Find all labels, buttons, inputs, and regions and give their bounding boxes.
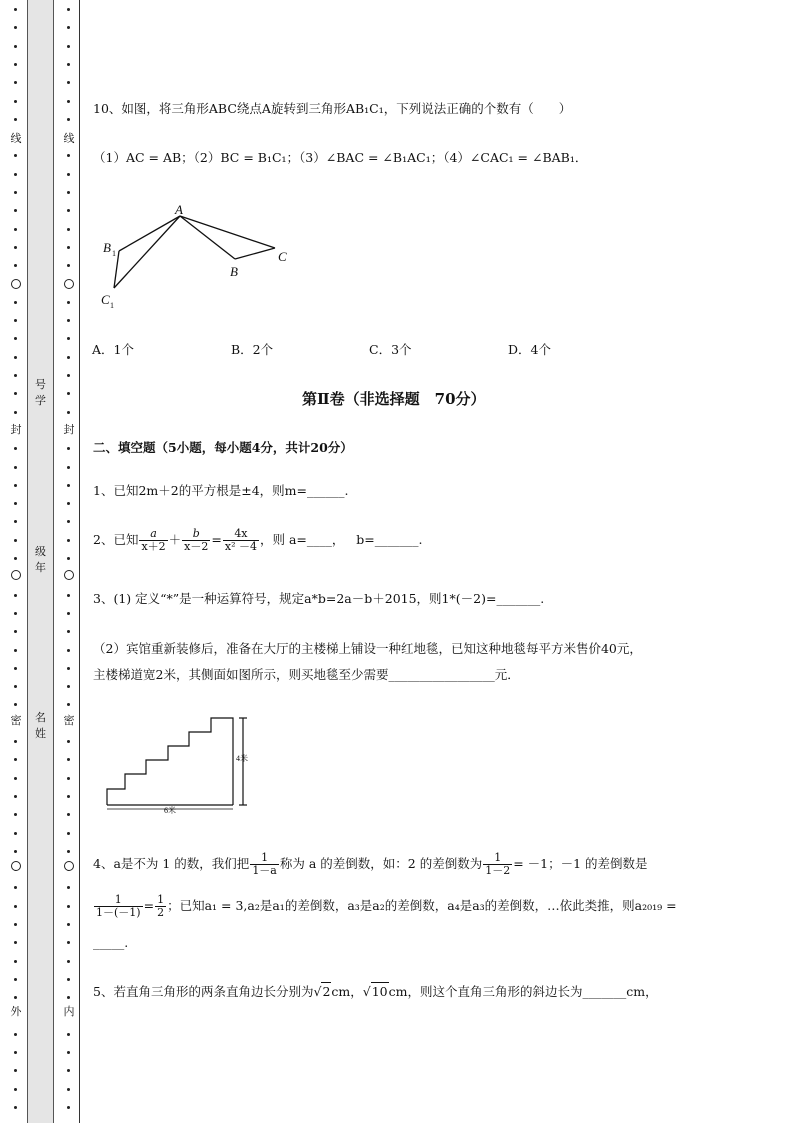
binding-dot bbox=[14, 319, 17, 322]
label-b1: B bbox=[103, 240, 111, 255]
outer-dotted-line bbox=[10, 0, 22, 1123]
outer-mark-wai: 外 bbox=[10, 1005, 22, 1018]
binding-dot bbox=[67, 228, 70, 231]
binding-dot bbox=[67, 154, 70, 157]
binding-dot bbox=[67, 539, 70, 542]
binding-dot bbox=[67, 301, 70, 304]
binding-dot bbox=[67, 81, 70, 84]
binding-dot bbox=[14, 960, 17, 963]
inner-mark-xian: 线 bbox=[63, 132, 75, 145]
q4-text-1: a是不为 1 的数，我们把 bbox=[113, 856, 250, 871]
binding-dot bbox=[67, 209, 70, 212]
binding-dot bbox=[14, 777, 17, 780]
binding-dot bbox=[67, 1069, 70, 1072]
part2-title: 第Ⅱ卷（非选择题 70分） bbox=[302, 390, 486, 408]
binding-dot bbox=[67, 337, 70, 340]
binding-dot bbox=[14, 374, 17, 377]
binding-dot bbox=[14, 886, 17, 889]
binding-dot bbox=[14, 26, 17, 29]
outer-circle bbox=[11, 570, 21, 580]
binding-dot bbox=[67, 484, 70, 487]
q3-staircase-figure bbox=[100, 710, 265, 815]
binding-dot bbox=[14, 795, 17, 798]
binding-dot bbox=[14, 191, 17, 194]
edge-ac bbox=[180, 216, 275, 248]
binding-dot bbox=[67, 26, 70, 29]
binding-dot bbox=[67, 996, 70, 999]
inner-mark-mi: 密 bbox=[63, 714, 75, 727]
q4-number: 4、 bbox=[93, 856, 114, 871]
inner-circle bbox=[64, 279, 74, 289]
label-c1-sub: 1 bbox=[110, 301, 114, 310]
binding-dot bbox=[67, 850, 70, 853]
binding-dot bbox=[67, 923, 70, 926]
q10-triangle-figure bbox=[95, 195, 305, 315]
binding-dot bbox=[14, 1088, 17, 1091]
binding-dot bbox=[67, 374, 70, 377]
binding-dot bbox=[14, 392, 17, 395]
edge-ab bbox=[180, 216, 235, 259]
q5 bbox=[93, 982, 658, 1001]
binding-dot bbox=[14, 996, 17, 999]
binding-dot bbox=[67, 8, 70, 11]
binding-dot bbox=[67, 594, 70, 597]
binding-dot bbox=[14, 100, 17, 103]
student-number-label: 号学 bbox=[35, 378, 46, 407]
binding-dot bbox=[14, 81, 17, 84]
q5-pre: 5、若直角三角形的两条直角边长分别为 bbox=[93, 984, 314, 999]
binding-dot bbox=[67, 246, 70, 249]
binding-dot bbox=[14, 1069, 17, 1072]
q4-line2 bbox=[93, 890, 677, 922]
binding-dot bbox=[14, 539, 17, 542]
binding-dot bbox=[14, 978, 17, 981]
fill-blank-section-heading: 二、填空题（5小题，每小题4分，共计20分） bbox=[93, 440, 353, 455]
q4-fraction-3: $\frac{1}{1-(-1)}$ bbox=[96, 893, 141, 919]
q2-post-a: ，则 a=____， bbox=[259, 532, 345, 547]
edge-ab1 bbox=[119, 216, 180, 251]
inner-circle bbox=[64, 570, 74, 580]
outer-circle bbox=[11, 279, 21, 289]
label-b1-sub: 1 bbox=[112, 249, 116, 258]
binding-dot bbox=[14, 557, 17, 560]
outer-circle bbox=[11, 861, 21, 871]
label-b: B bbox=[230, 264, 238, 279]
q2-pre: 2、已知 bbox=[93, 532, 139, 547]
binding-dot bbox=[67, 777, 70, 780]
q3-part2-line1: （2）宾馆重新装修后，准备在大厅的主楼梯上铺设一种红地毯，已知这种地毯每平方米售价40元， bbox=[93, 641, 642, 656]
binding-dot bbox=[67, 978, 70, 981]
binding-dot bbox=[14, 63, 17, 66]
binding-dot bbox=[67, 356, 70, 359]
binding-dot bbox=[14, 1106, 17, 1109]
binding-dot bbox=[14, 905, 17, 908]
binding-dot bbox=[67, 649, 70, 652]
binding-dot bbox=[14, 356, 17, 359]
binding-dot bbox=[67, 685, 70, 688]
binding-dot bbox=[14, 118, 17, 121]
q1 bbox=[93, 482, 348, 500]
inner-mark-nei: 内 bbox=[63, 1005, 75, 1018]
q2-plus: ＋ bbox=[168, 532, 182, 547]
binding-dot bbox=[14, 1033, 17, 1036]
q10-statements: （1）AC = AB；（2）BC = B₁C₁；（3）∠BAC = ∠B₁AC₁；（4）∠CAC₁ = ∠BAB₁． bbox=[93, 150, 588, 165]
binding-dot bbox=[14, 8, 17, 11]
q2-fraction-3: $\frac{4x}{\text{x² －4}}$ bbox=[224, 527, 257, 553]
binding-dot bbox=[67, 1106, 70, 1109]
binding-dot bbox=[14, 594, 17, 597]
binding-dot bbox=[67, 1033, 70, 1036]
binding-dot bbox=[14, 502, 17, 505]
q1-expr: 2m＋2 bbox=[138, 483, 179, 498]
q4-fraction-2: $\frac{1}{1-2}$ bbox=[485, 851, 511, 877]
outer-mark-xian: 线 bbox=[10, 132, 22, 145]
binding-dot bbox=[14, 520, 17, 523]
binding-dot bbox=[14, 264, 17, 267]
binding-dot bbox=[14, 228, 17, 231]
binding-dot bbox=[14, 740, 17, 743]
binding-dot bbox=[67, 667, 70, 670]
inner-circle bbox=[64, 861, 74, 871]
binding-dot bbox=[14, 649, 17, 652]
binding-dot bbox=[67, 941, 70, 944]
binding-dot bbox=[67, 960, 70, 963]
binding-dot bbox=[67, 795, 70, 798]
binding-dot bbox=[67, 1051, 70, 1054]
q1-pre: 1、已知 bbox=[93, 483, 139, 498]
binding-dot bbox=[67, 630, 70, 633]
binding-dot bbox=[67, 905, 70, 908]
binding-dot bbox=[14, 923, 17, 926]
q2-equals: = bbox=[211, 532, 222, 547]
binding-dot bbox=[14, 301, 17, 304]
q4-text-3: = －1；－1 的差倒数是 bbox=[513, 856, 648, 871]
binding-dot bbox=[14, 154, 17, 157]
q10-option-a: A．1个 bbox=[92, 342, 134, 357]
binding-dot bbox=[67, 392, 70, 395]
binding-dot bbox=[14, 832, 17, 835]
binding-dot bbox=[67, 319, 70, 322]
inner-mark-feng: 封 bbox=[63, 423, 75, 436]
binding-dot bbox=[14, 209, 17, 212]
binding-dot bbox=[67, 447, 70, 450]
q4-fraction-4: $\frac{1}{2}$ bbox=[157, 893, 165, 919]
q1-post: 的平方根是±4，则m=______. bbox=[178, 483, 349, 498]
q10-stem: 10、如图，将三角形ABC绕点A旋转到三角形AB₁C₁，下列说法正确的个数有（ ） bbox=[93, 101, 572, 116]
binding-dot bbox=[67, 813, 70, 816]
q4-fraction-1: $\frac{1}{1-a}$ bbox=[252, 851, 277, 877]
q4-line3: _____. bbox=[93, 935, 129, 950]
q2-fraction-1: $\frac{a}{x+2}$ bbox=[141, 527, 166, 553]
binding-dot bbox=[14, 1051, 17, 1054]
staircase-steps bbox=[107, 718, 233, 805]
binding-dot bbox=[14, 941, 17, 944]
width-label: 6米 bbox=[164, 806, 176, 815]
height-label: 4米 bbox=[236, 754, 248, 763]
q2-post-b: b=_______. bbox=[356, 532, 423, 547]
binding-dot bbox=[67, 173, 70, 176]
inner-dotted-line bbox=[63, 0, 75, 1123]
binding-dot bbox=[67, 520, 70, 523]
binding-dot bbox=[67, 1088, 70, 1091]
label-c1: C bbox=[101, 292, 110, 307]
class-label: 级年 bbox=[35, 545, 46, 574]
binding-dot bbox=[14, 337, 17, 340]
binding-dot bbox=[14, 758, 17, 761]
binding-dot bbox=[14, 612, 17, 615]
binding-dot bbox=[67, 886, 70, 889]
q5-unit-1: cm， bbox=[331, 984, 363, 999]
binding-dot bbox=[67, 411, 70, 414]
binding-dot bbox=[14, 813, 17, 816]
binding-dot bbox=[67, 612, 70, 615]
label-a: A bbox=[175, 202, 183, 217]
binding-dot bbox=[67, 118, 70, 121]
binding-dot bbox=[67, 63, 70, 66]
edge-bc bbox=[235, 248, 275, 259]
q10-option-d: D．4个 bbox=[508, 342, 551, 357]
binding-dot bbox=[67, 264, 70, 267]
binding-dot bbox=[14, 850, 17, 853]
binding-dot bbox=[67, 832, 70, 835]
label-c: C bbox=[278, 249, 287, 264]
q3-part1: 3、(1) 定义“*”是一种运算符号，规定a*b=2a－b＋2015，则1*(－2)=_______. bbox=[93, 591, 545, 606]
q5-sqrt-1: √2 bbox=[313, 984, 331, 999]
q5-unit-2: cm，则这个直角三角形的斜边长为_______cm， bbox=[388, 984, 658, 999]
edge-ac1 bbox=[114, 216, 180, 288]
q3-part2-line2: 主楼梯道宽2米，其侧面如图所示，则买地毯至少需要_________________元． bbox=[93, 667, 520, 682]
binding-dot bbox=[14, 173, 17, 176]
binding-dot bbox=[67, 740, 70, 743]
binding-dot bbox=[14, 411, 17, 414]
q4-text-2: 称为 a 的差倒数，如：2 的差倒数为 bbox=[279, 856, 483, 871]
binding-dot bbox=[67, 703, 70, 706]
outer-mark-mi: 密 bbox=[10, 714, 22, 727]
q5-sqrt-2: √10 bbox=[362, 984, 388, 999]
binding-dot bbox=[14, 667, 17, 670]
binding-dot bbox=[14, 484, 17, 487]
binding-dot bbox=[67, 466, 70, 469]
q4-equals: = bbox=[143, 898, 155, 913]
name-label: 名姓 bbox=[35, 711, 46, 740]
binding-dot bbox=[67, 100, 70, 103]
q10-option-c: C．3个 bbox=[369, 342, 412, 357]
q2 bbox=[93, 524, 423, 556]
binding-dot bbox=[14, 703, 17, 706]
q2-fraction-2: $\frac{b}{x-2}$ bbox=[184, 527, 209, 553]
outer-mark-feng: 封 bbox=[10, 423, 22, 436]
binding-dot bbox=[67, 502, 70, 505]
binding-dot bbox=[14, 630, 17, 633]
binding-dot bbox=[67, 758, 70, 761]
binding-dot bbox=[67, 191, 70, 194]
q4-line1 bbox=[93, 848, 648, 880]
binding-dot bbox=[14, 447, 17, 450]
binding-dot bbox=[67, 557, 70, 560]
binding-dot bbox=[14, 246, 17, 249]
binding-dot bbox=[14, 45, 17, 48]
binding-dot bbox=[14, 685, 17, 688]
q10-option-b: B．2个 bbox=[231, 342, 274, 357]
binding-dot bbox=[14, 466, 17, 469]
binding-dot bbox=[67, 45, 70, 48]
q4-text-4: ；已知a₁ = 3,a₂是a₁的差倒数，a₃是a₂的差倒数，a₄是a₃的差倒数，…依此类推，则a₂₀₁₉ = bbox=[167, 898, 677, 913]
margin-rule bbox=[79, 0, 80, 1123]
